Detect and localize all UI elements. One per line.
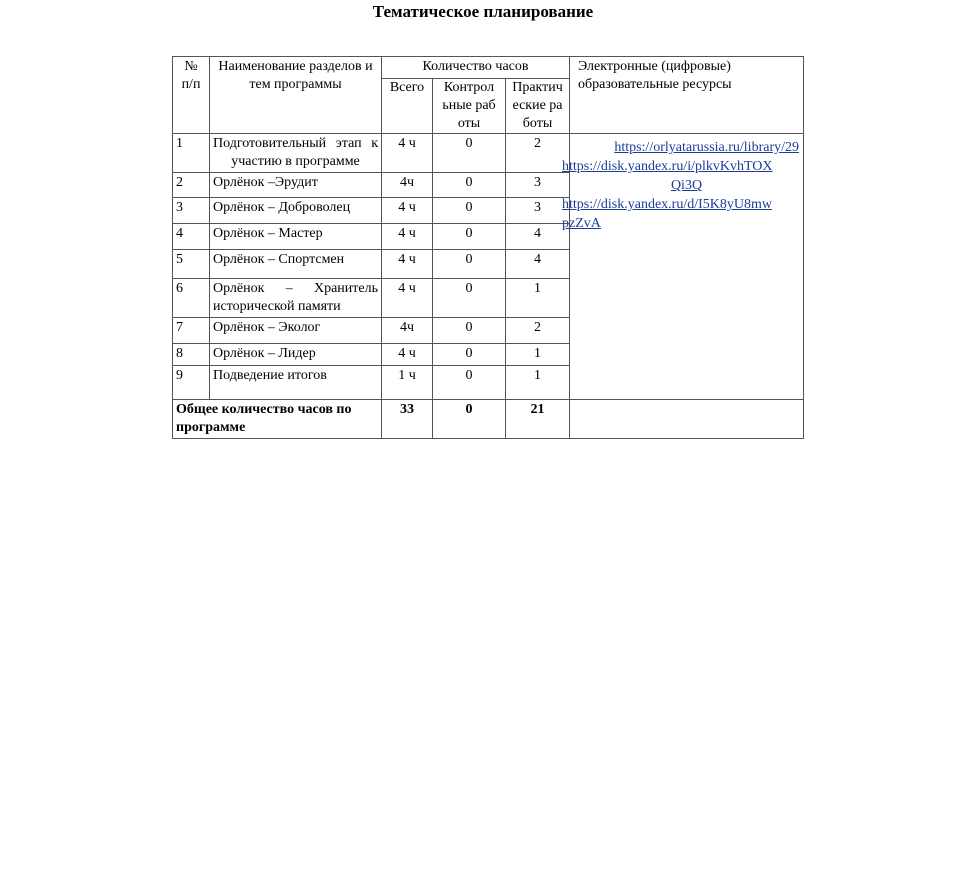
row-practice: 4 xyxy=(506,224,570,250)
row-practice: 4 xyxy=(506,250,570,279)
summary-label: Общее количество часов по программе xyxy=(173,400,382,439)
row-name: Орлёнок – Доброволец xyxy=(210,198,382,224)
row-total: 4 ч xyxy=(382,134,433,173)
row-control: 0 xyxy=(433,344,506,366)
row-total: 4 ч xyxy=(382,279,433,318)
resource-link[interactable]: https://disk.yandex.ru/i/plkvKvhTOX xyxy=(562,159,773,174)
row-control: 0 xyxy=(433,134,506,173)
summary-total: 33 xyxy=(382,400,433,439)
summary-control: 0 xyxy=(433,400,506,439)
row-control: 0 xyxy=(433,198,506,224)
row-total: 4 ч xyxy=(382,198,433,224)
row-control: 0 xyxy=(433,279,506,318)
row-name: Орлёнок – Спортсмен xyxy=(210,250,382,279)
row-num: 8 xyxy=(173,344,210,366)
row-practice: 1 xyxy=(506,279,570,318)
summary-practice: 21 xyxy=(506,400,570,439)
row-total: 4 ч xyxy=(382,344,433,366)
row-control: 0 xyxy=(433,366,506,400)
row-num: 6 xyxy=(173,279,210,318)
row-num: 4 xyxy=(173,224,210,250)
row-practice: 2 xyxy=(506,134,570,173)
header-name: Наименование разделов и тем программы xyxy=(210,57,382,134)
row-total: 4 ч xyxy=(382,224,433,250)
row-name: Орлёнок – Эколог xyxy=(210,318,382,344)
header-practice: Практические работы xyxy=(506,79,570,134)
row-num: 5 xyxy=(173,250,210,279)
row-practice: 2 xyxy=(506,318,570,344)
header-hours: Количество часов xyxy=(382,57,570,79)
resource-link[interactable]: Qi3Q xyxy=(670,178,703,193)
summary-resources xyxy=(570,400,804,439)
planning-table xyxy=(172,56,804,439)
row-practice: 1 xyxy=(506,366,570,400)
table-row xyxy=(173,134,804,173)
row-name: Орлёнок – Лидер xyxy=(210,344,382,366)
row-name: Подготовительный этап к участию в программе xyxy=(210,134,382,173)
row-control: 0 xyxy=(433,250,506,279)
row-control: 0 xyxy=(433,318,506,344)
resource-link[interactable]: https://disk.yandex.ru/d/I5K8yU8mw xyxy=(562,197,772,212)
row-total: 4 ч xyxy=(382,250,433,279)
resource-link[interactable]: https://orlyatarussia.ru/library/29 xyxy=(614,140,799,155)
row-practice: 3 xyxy=(506,173,570,198)
header-row xyxy=(173,57,804,79)
row-name: Орлёнок –Эрудит xyxy=(210,173,382,198)
row-num: 2 xyxy=(173,173,210,198)
row-name: Орлёнок – Мастер xyxy=(210,224,382,250)
row-control: 0 xyxy=(433,224,506,250)
row-name: Подведение итогов xyxy=(210,366,382,400)
row-num: 7 xyxy=(173,318,210,344)
row-total: 4ч xyxy=(382,173,433,198)
page-title: Тематическое планирование xyxy=(372,2,594,21)
row-name: Орлёнок – Хранитель исторической памяти xyxy=(210,279,382,318)
row-total: 4ч xyxy=(382,318,433,344)
row-num: 9 xyxy=(173,366,210,400)
row-total: 1 ч xyxy=(382,366,433,400)
header-num: № п/п xyxy=(173,57,210,134)
summary-row xyxy=(173,400,804,439)
row-practice: 3 xyxy=(506,198,570,224)
row-control: 0 xyxy=(433,173,506,198)
row-num: 3 xyxy=(173,198,210,224)
resources-cell xyxy=(562,134,804,400)
row-practice: 1 xyxy=(506,344,570,366)
resource-link[interactable]: pzZvA xyxy=(562,216,601,231)
row-num: 1 xyxy=(173,134,210,173)
header-resources: Электронные (цифровые) образовательные ресурсы xyxy=(570,57,804,134)
header-total: Всего xyxy=(382,79,433,134)
header-control: Контрольные работы xyxy=(433,79,506,134)
